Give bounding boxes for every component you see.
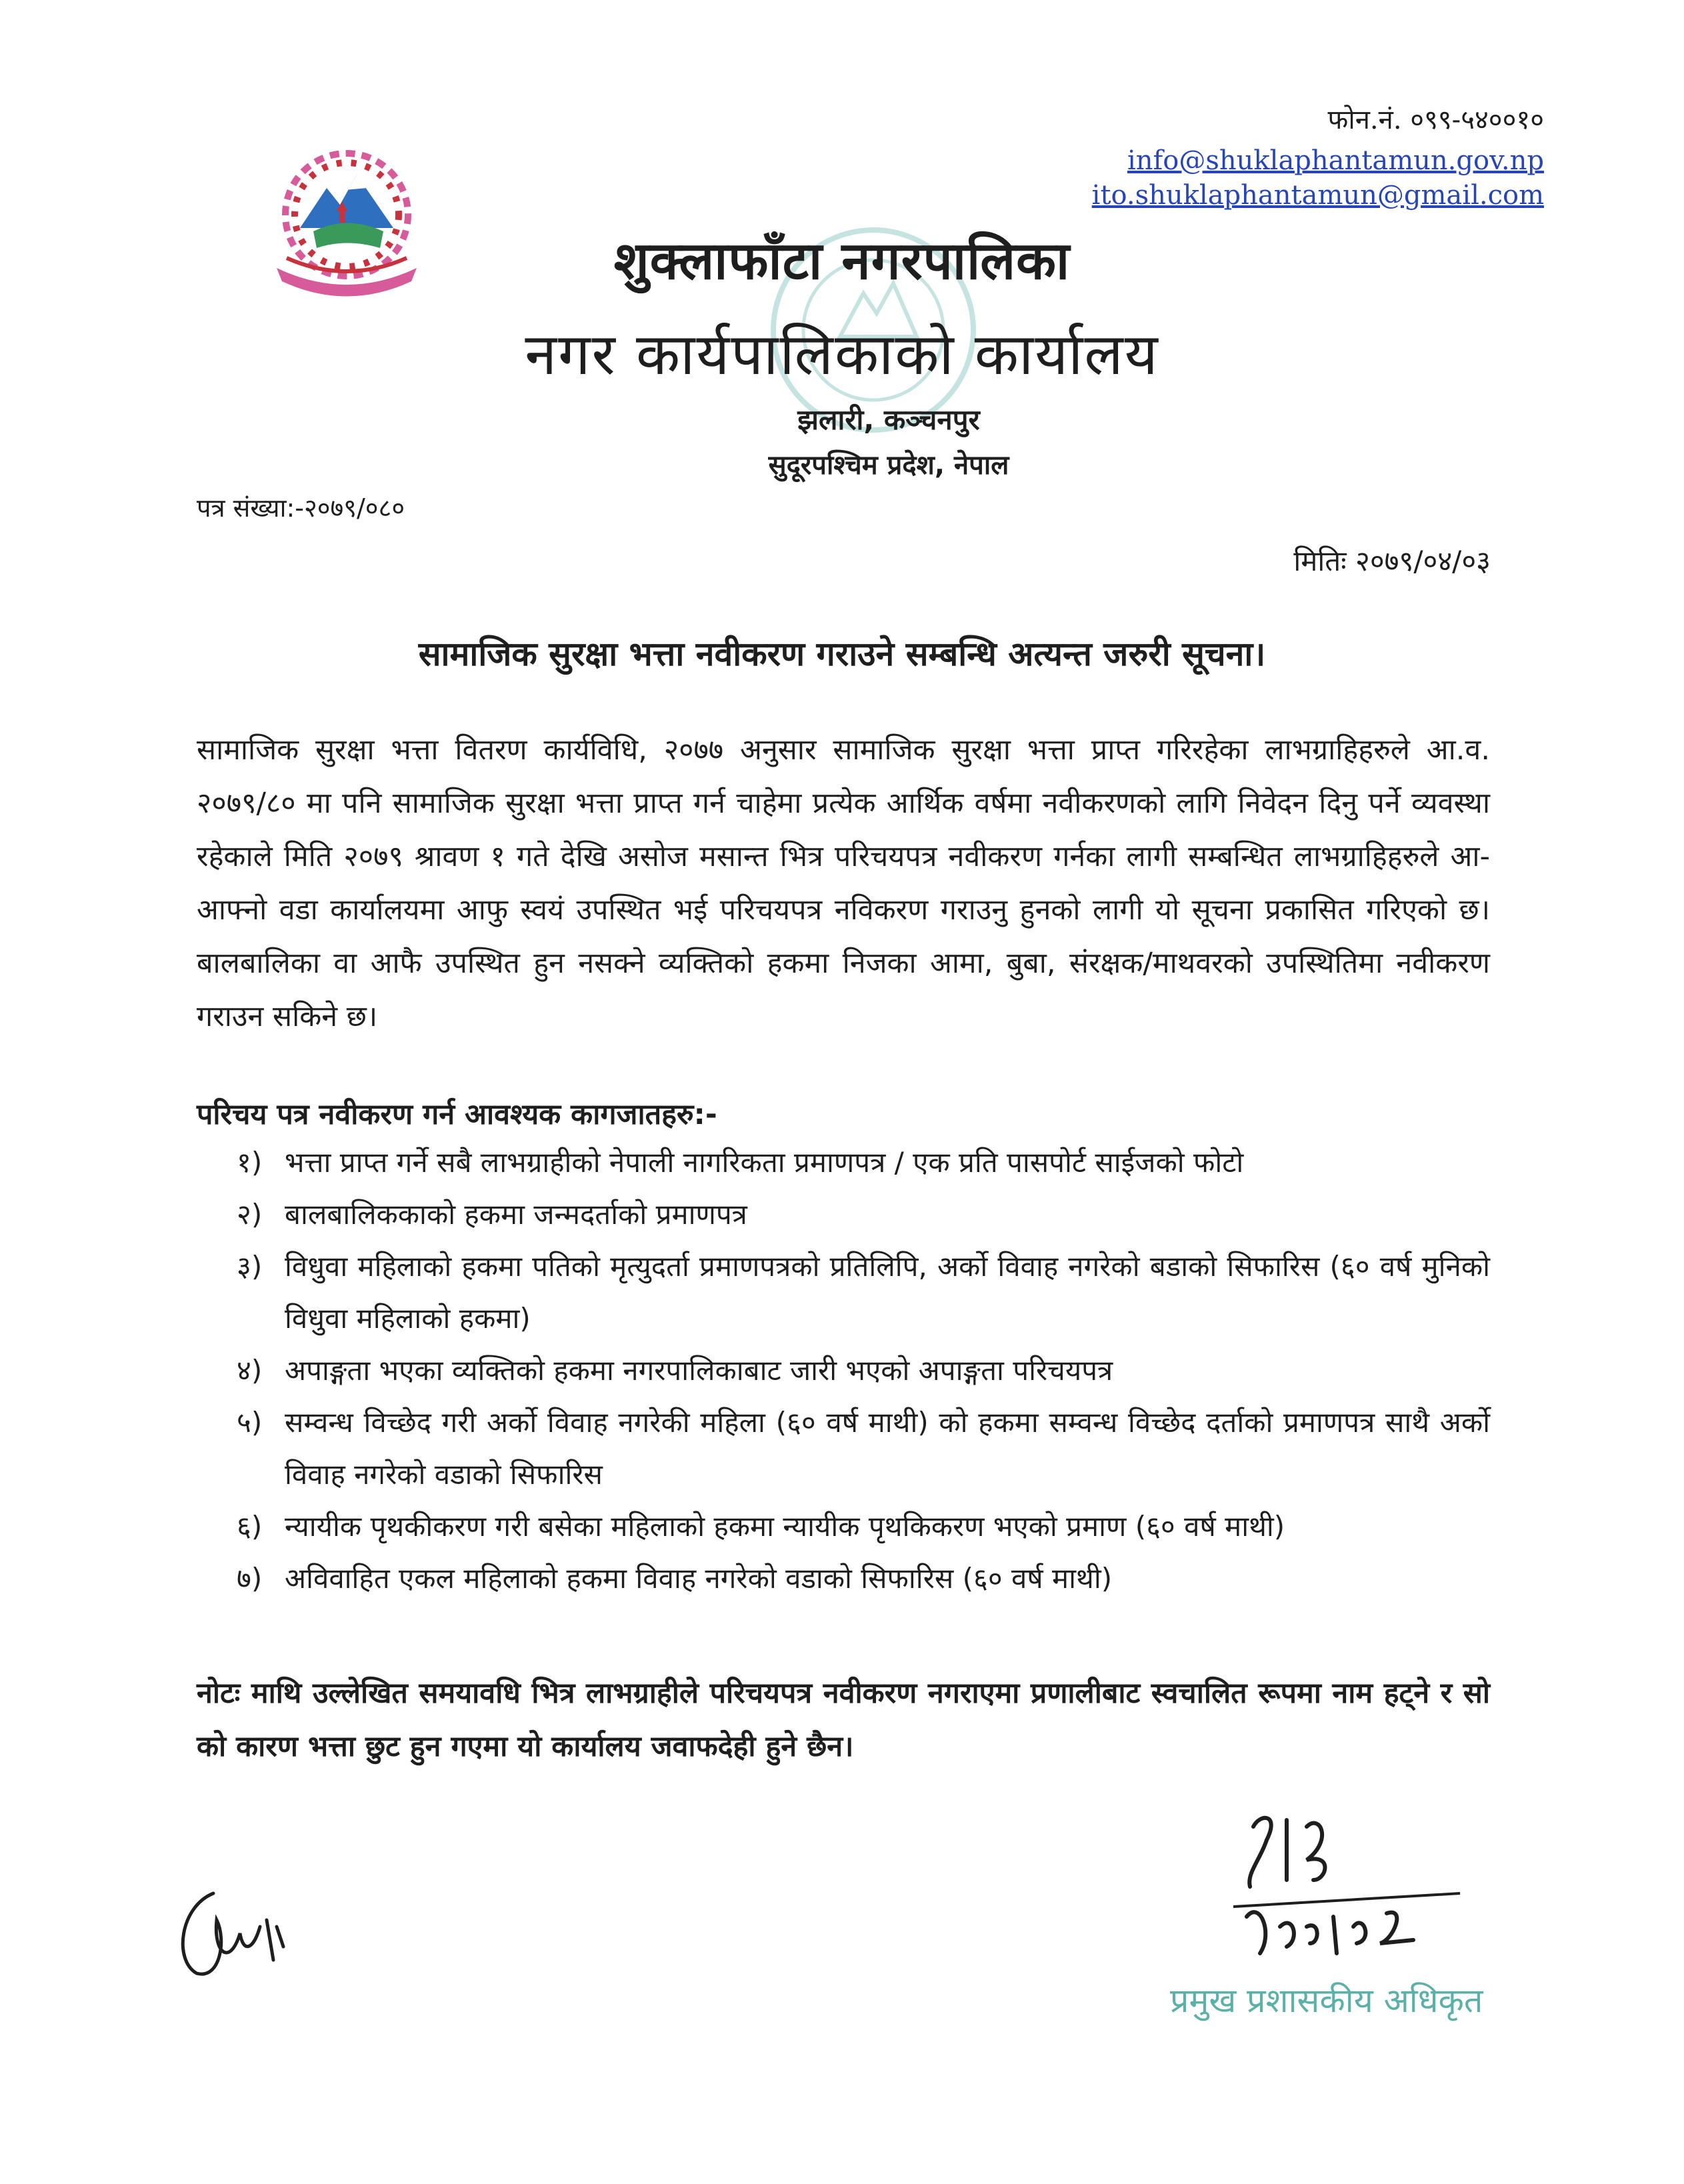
list-item xyxy=(237,1345,1490,1397)
municipality-name: शुक्लाफाँटा नगरपालिका xyxy=(613,231,1071,291)
address-line-1: झलारी, कञ्चनपुर xyxy=(797,403,980,436)
item-number: ६) xyxy=(237,1510,263,1543)
notice-subject: सामाजिक सुरक्षा भत्ता नवीकरण गराउने सम्बन्धि अत्यन्त जरुरी सूचना। xyxy=(418,635,1266,673)
address-line-2: सुदूरपश्चिम प्रदेश, नेपाल xyxy=(768,450,1009,481)
item-number: २) xyxy=(237,1198,263,1231)
list-item xyxy=(237,1397,1490,1501)
office-phone: फोन.नं. ०९९-५४००१० xyxy=(1327,105,1544,135)
item-text: न्यायीक पृथकीकरण गरी बसेका महिलाको हकमा न्यायीक पृथकिकरण भएको प्रमाण (६० वर्ष माथी) xyxy=(285,1510,1285,1543)
requirements-list xyxy=(237,1137,1490,1605)
item-number: ५) xyxy=(237,1406,263,1439)
left-signature xyxy=(167,1880,300,1987)
office-name: नगर कार्यपालिकाको कार्यालय xyxy=(525,321,1159,388)
office-email-link[interactable]: info@shuklaphantamun.gov.np xyxy=(1127,145,1544,176)
list-item xyxy=(237,1189,1490,1241)
requirements-heading: परिचय पत्र नवीकरण गर्न आवश्यक कागजातहरु:- xyxy=(197,1098,717,1131)
item-number: ४) xyxy=(237,1354,263,1387)
list-item xyxy=(237,1553,1490,1605)
item-number: ७) xyxy=(237,1562,263,1595)
item-text: भत्ता प्राप्त गर्ने सबै लाभग्राहीको नेपाली नागरिकता प्रमाणपत्र / एक प्रति पासपोर्ट साईजको फोटो xyxy=(285,1146,1244,1179)
notice-note: नोटः माथि उल्लेखित समयावधि भित्र लाभग्राहीले परिचयपत्र नवीकरण नगराएमा प्रणालीबाट स्वचालित रूपमा नाम हट्ने र सो को कारण भत्ता छुट हुन गएमा यो कार्यालय जवाफदेही हुने छैन। xyxy=(197,1677,1490,1763)
officer-signature xyxy=(1220,1800,1473,1980)
item-text: बालबालिककाको हकमा जन्मदर्ताको प्रमाणपत्र xyxy=(285,1198,747,1231)
list-item xyxy=(237,1241,1490,1345)
list-item xyxy=(237,1137,1490,1189)
item-number: ३) xyxy=(237,1250,263,1283)
item-text: विधुवा महिलाको हकमा पतिको मृत्युदर्ता प्रमाणपत्रको प्रतिलिपि, अर्को विवाह नगरेको बडाको सिफारिस (६० वर्ष मुनिको विधुवा महिलाको हकमा) xyxy=(285,1250,1490,1335)
item-text: अविवाहित एकल महिलाको हकमा विवाह नगरेको वडाको सिफारिस (६० वर्ष माथी) xyxy=(285,1562,1113,1595)
signatory-title: प्रमुख प्रशासकीय अधिकृत xyxy=(1170,1981,1483,2020)
item-text: अपाङ्गता भएका व्यक्तिको हकमा नगरपालिकाबाट जारी भएको अपाङ्गता परिचयपत्र xyxy=(285,1354,1113,1387)
notice-body: सामाजिक सुरक्षा भत्ता वितरण कार्यविधि, २०७७ अनुसार सामाजिक सुरक्षा भत्ता प्राप्त गरिरहेका लाभग्राहिहरुले आ.व. २०७९/८० मा पनि सामाजिक सुरक्षा भत्ता प्राप्त गर्न चाहेमा प्रत्येक आर्थिक वर्षमा नवीकरणको लागि निवेदन दिनु पर्ने व्यवस्था रहेकाले मिति २०७९ श्रावण १ गते देखि असोज मसान्त भित्र परिचयपत्र नवीकरण गर्नका लागी सम्बन्धित लाभग्राहिहरुले आ-आफ्नो वडा कार्यालयमा आफु स्वयं उपस्थित भई परिचयपत्र नविकरण गराउनु हुनको लागी यो सूचना प्रकासित गरिएको छ। बालबालिका वा आफै उपस्थित हुन नसक्ने व्यक्तिको हकमा निजका आमा, बुबा, संरक्षक/माथवरको उपस्थितिमा नवीकरण गराउन सकिने छ। xyxy=(197,733,1490,1033)
letter-date: मितिः २०७९/०४/०३ xyxy=(1293,545,1491,577)
it-officer-email-link[interactable]: ito.shuklaphantamun@gmail.com xyxy=(1091,180,1544,211)
list-item xyxy=(237,1501,1490,1553)
item-number: १) xyxy=(237,1146,263,1179)
item-text: सम्वन्ध विच्छेद गरी अर्को विवाह नगरेकी महिला (६० वर्ष माथी) को हकमा सम्वन्ध विच्छेद दर्ताको प्रमाणपत्र साथै अर्को विवाह नगरेको वडाको सिफारिस xyxy=(285,1406,1490,1491)
letter-reference-number: पत्र संख्या:-२०७९/०८० xyxy=(197,493,405,523)
